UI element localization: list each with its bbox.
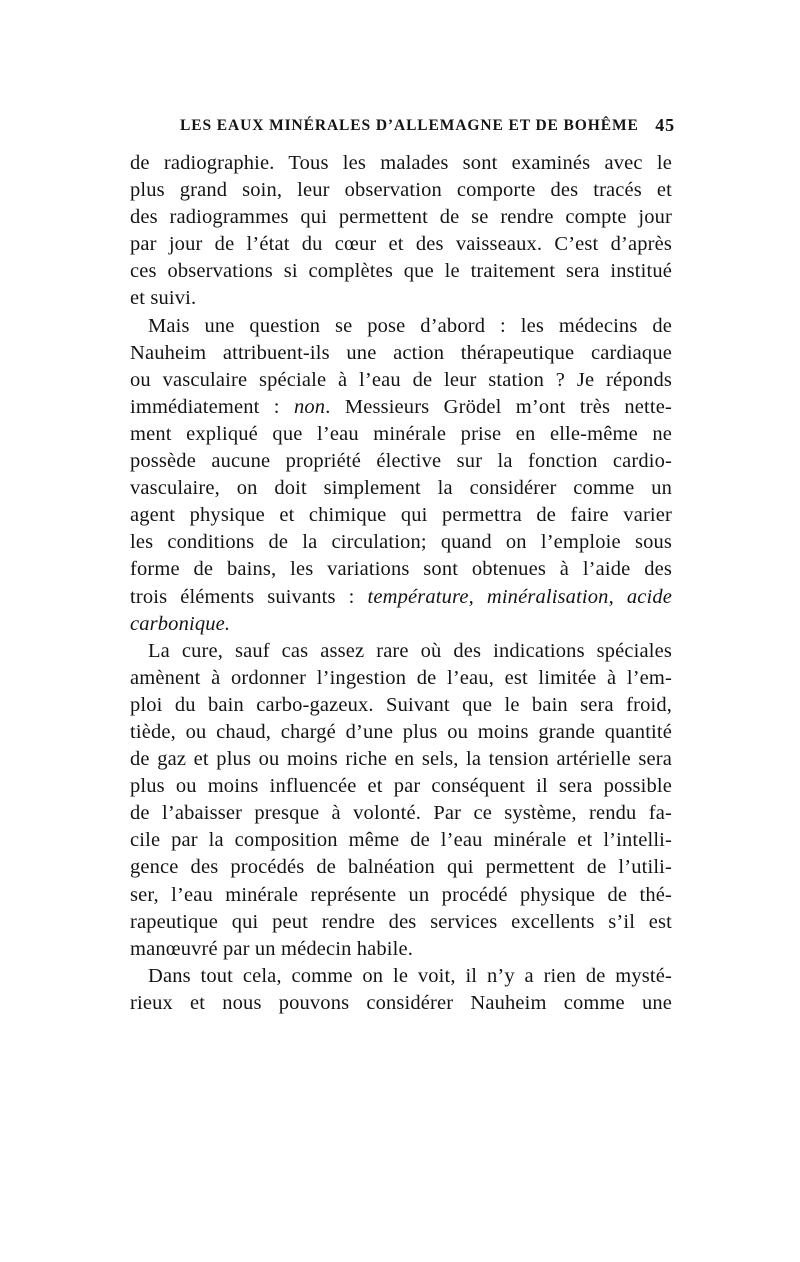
text-line: de radiographie. Tous les malades sont examinés avec le [130,152,672,174]
text-line: La cure, sauf cas assez rare où des indications spéciales [148,639,672,662]
text-line: Dans tout cela, comme on le voit, il n’y a rien de mysté- [148,964,672,987]
text-line: agent physique et chimique qui permettra de faire varier [130,504,672,527]
text-line: les conditions de la circulation; quand on l’emploie sous [130,531,672,554]
text-line: ment expliqué que l’eau minérale prise en elle-même ne [130,422,672,445]
text-line: des radiogrammes qui permettent de se rendre compte jour [130,206,672,229]
running-title: LES EAUX MINÉRALES D’ALLEMAGNE ET DE BOHÊME [180,117,639,134]
text-line: plus ou moins influencée et par conséquent il sera possible [130,775,672,798]
text-line: rieux et nous pouvons considérer Nauheim comme une [130,991,672,1014]
text-segment: immédiatement : [130,395,294,418]
text-line: de gaz et plus ou moins riche en sels, la tension artérielle sera [130,748,672,771]
text-line [130,584,672,611]
text-line: et suivi. [130,287,197,310]
text-line: possède aucune propriété élective sur la fonction cardio- [130,450,672,473]
text-line: tiède, ou chaud, chargé d’une plus ou moins grande quantité [130,720,672,743]
text-line: vasculaire, on doit simplement la considérer comme un [130,477,672,500]
page-number: 45 [655,115,675,135]
running-header [180,117,675,139]
text-line: par jour de l’état du cœur et des vaisseaux. C’est d’après [130,233,672,256]
emphasis-text: non [294,395,326,418]
text-line: manœuvré par un médecin habile. [130,937,414,960]
text-line: rapeutique qui peut rendre des services excellents s’il est [130,910,672,933]
emphasis-text: carbonique. [130,612,231,635]
text-line: amènent à ordonner l’ingestion de l’eau, est limitée à l’em- [130,666,672,689]
text-line: Mais une question se pose d’abord : les médecins de [148,314,672,337]
text-line: gence des procédés de balnéation qui permettent de l’utili- [130,856,672,879]
text-line: ou vasculaire spéciale à l’eau de leur station ? Je réponds [130,368,672,391]
text-line: cile par la composition même de l’eau minérale et l’intelli- [130,829,672,852]
text-line: forme de bains, les variations sont obtenues à l’aide des [130,558,672,581]
text-line: ces observations si complètes que le traitement sera institué [130,260,672,283]
text-line [130,394,672,421]
text-line: de l’abaisser presque à volonté. Par ce système, rendu fa- [130,802,672,825]
text-line: ploi du bain carbo-gazeux. Suivant que le bain sera froid, [130,693,672,716]
text-line [130,611,672,638]
body-text [130,150,672,1017]
text-line: ser, l’eau minérale représente un procédé physique de thé- [130,883,672,906]
emphasis-text: température, minéralisation, acide [367,585,672,608]
text-segment: trois éléments suivants : [130,585,368,608]
text-line: Nauheim attribuent-ils une action thérapeutique cardiaque [130,341,672,364]
text-segment: . Messieurs Grödel m’ont très nette- [325,395,672,418]
text-line: plus grand soin, leur observation comporte des tracés et [130,179,672,202]
